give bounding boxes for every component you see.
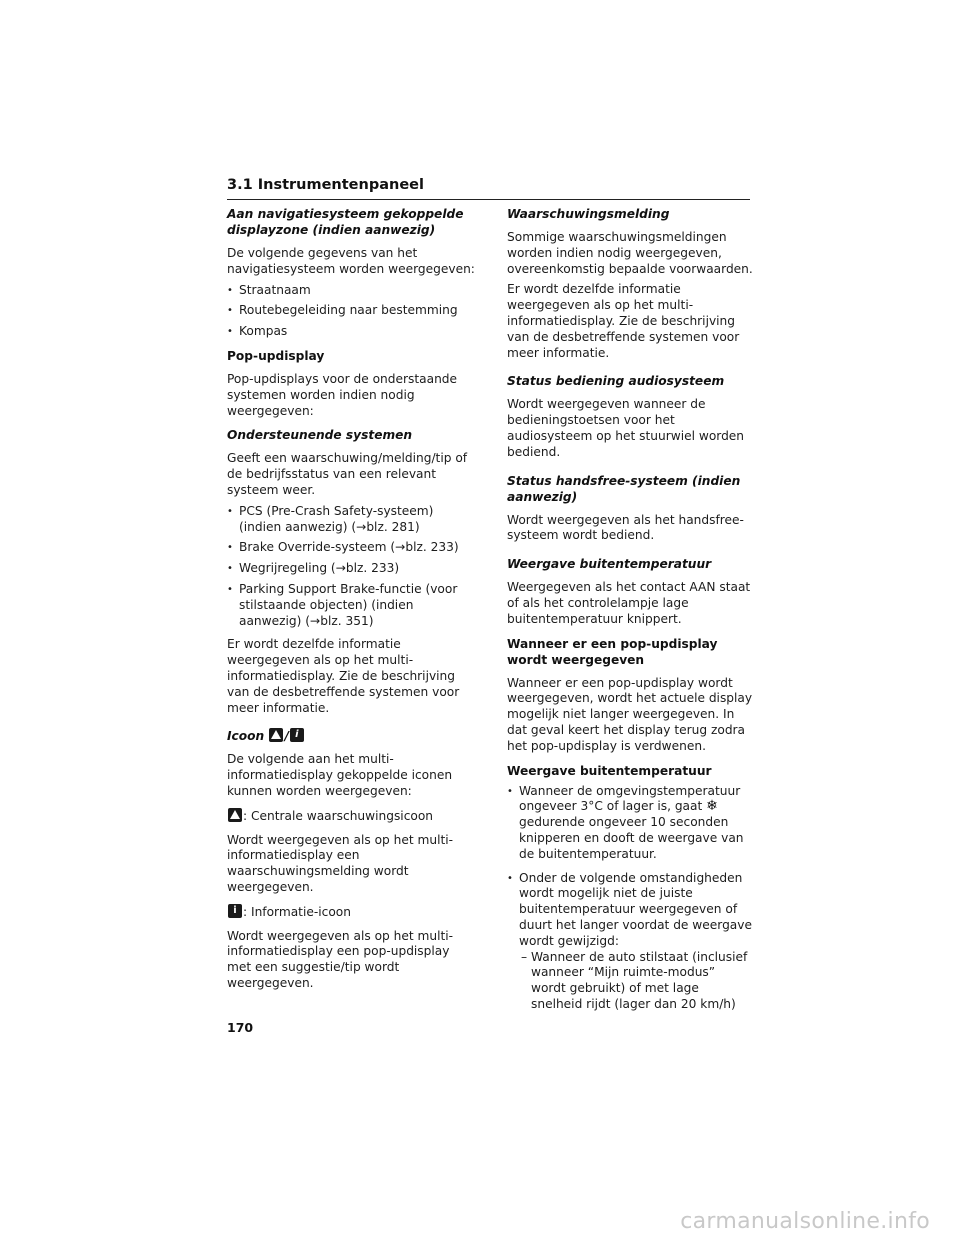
warning-triangle-icon	[228, 808, 242, 822]
warning-icon-text: Wordt weergegeven als op het multi-informatiedisplay een waarschuwingsmelding wordt weergegeven.	[227, 832, 454, 894]
warning-icon-line	[227, 808, 475, 825]
list-item: • Onder de volgende omstandigheden wordt mogelijk niet de juiste buitentemperatuur weergegeven of duurt het langer voordat de weergave wordt gewijzigd:	[507, 871, 753, 950]
list-item: • Routebegeleiding naar bestemming	[227, 303, 475, 319]
icon-separator: /	[284, 729, 289, 744]
sub-list-item: – Wanneer de auto stilstaat (inclusief wanneer “Mijn ruimte-modus” wordt gebruikt) of met lage snelheid rijdt (lager dan 20 km/h)	[507, 950, 753, 1013]
when-heading: Wanneer er een pop-updisplay wordt weergegeven	[507, 636, 718, 667]
temp-heading: Weergave buitentemperatuur	[507, 557, 712, 572]
temp2-bullet1-a: Wanneer de omgevingstemperatuur ongeveer 3°C of lager is, gaat	[519, 783, 741, 814]
list-item: • Parking Support Brake-functie (voor stilstaande objecten) (indien aanwezig) (→blz. 351)	[227, 582, 475, 629]
warning-heading: Waarschuwingsmelding	[507, 207, 670, 221]
warning-text2: Er wordt dezelfde informatie weergegeven als op het multi-informatiedisplay. Zie de beschrijving van de desbetreffende systemen voor meer informatie.	[507, 282, 740, 360]
handsfree-heading: Status handsfree-systeem (indien aanwezig)	[507, 473, 741, 504]
popup-intro: Pop-updisplays voor de onderstaande systemen worden indien nodig weergegeven:	[227, 371, 458, 418]
right-column	[507, 206, 753, 1013]
list-item: • PCS (Pre-Crash Safety-systeem) (indien aanwezig) (→blz. 281)	[227, 504, 475, 536]
info-icon-text: Wordt weergegeven als op het multi-informatiedisplay een pop-updisplay met een suggestie/tip wordt weergegeven.	[227, 928, 454, 990]
info-icon-line	[227, 904, 475, 921]
warning-triangle-icon	[269, 728, 283, 742]
page-number: 170	[227, 1020, 254, 1035]
support-intro: Geeft een waarschuwing/melding/tip of de bedrijfsstatus van een relevant systeem weer.	[227, 451, 468, 497]
list-item	[507, 784, 753, 863]
info-icon	[290, 728, 304, 742]
handsfree-text: Wordt weergegeven als het handsfree-systeem wordt bediend.	[507, 512, 744, 543]
when-text: Wanneer er een pop-updisplay wordt weergegeven, wordt het actuele display mogelijk niet langer weergegeven. In dat geval keert het display terug zodra het pop-updisplay is verdwenen.	[507, 675, 753, 753]
support-note: Er wordt dezelfde informatie weergegeven als op het multi-informatiedisplay. Zie de beschrijving van de desbetreffende systemen voor meer informatie.	[227, 637, 460, 715]
left-column	[227, 206, 475, 992]
list-item: • Wegrijregeling (→blz. 233)	[227, 561, 475, 577]
watermark: carmanualsonline.info	[680, 1209, 930, 1234]
temp-text: Weergegeven als het contact AAN staat of als het controlelampje lage buitentemperatuur knippert.	[507, 580, 751, 626]
warning-icon-label: : Centrale waarschuwingsicoon	[243, 808, 434, 823]
list-item: • Kompas	[227, 324, 475, 340]
icon-intro: De volgende aan het multi-informatiedisplay gekoppelde iconen kunnen worden weergegeven:	[227, 752, 453, 798]
temp2-bullet1-b: gedurende ongeveer 10 seconden knipperen en dooft de weergave van de buitentemperatuur.	[519, 815, 744, 861]
list-item: • Straatnaam	[227, 283, 475, 299]
list-item: • Brake Override-systeem (→blz. 233)	[227, 540, 475, 556]
header-rule	[227, 199, 750, 200]
popup-heading: Pop-updisplay	[227, 348, 325, 363]
icon-heading-line	[227, 728, 475, 744]
temp2-heading: Weergave buitentemperatuur	[507, 763, 712, 778]
info-icon-label: : Informatie-icoon	[243, 904, 351, 919]
nav-intro: De volgende gegevens van het navigatiesysteem worden weergegeven:	[227, 246, 475, 276]
warning-text1: Sommige waarschuwingsmeldingen worden indien nodig weergegeven, overeenkomstig bepaalde voorwaarden.	[507, 230, 753, 276]
audio-text: Wordt weergegeven wanneer de bedieningstoetsen voor het audiosysteem op het stuurwiel worden bediend.	[507, 397, 745, 459]
header-title: 3.1 Instrumentenpaneel	[227, 177, 424, 193]
icon-heading: Icoon	[227, 729, 265, 744]
snowflake-icon: ❄	[706, 798, 718, 815]
audio-heading: Status bediening audiosysteem	[507, 374, 725, 389]
nav-heading: Aan navigatiesysteem gekoppelde displayzone (indien aanwezig)	[227, 207, 464, 237]
support-heading: Ondersteunende systemen	[227, 428, 413, 443]
info-icon	[228, 904, 242, 918]
